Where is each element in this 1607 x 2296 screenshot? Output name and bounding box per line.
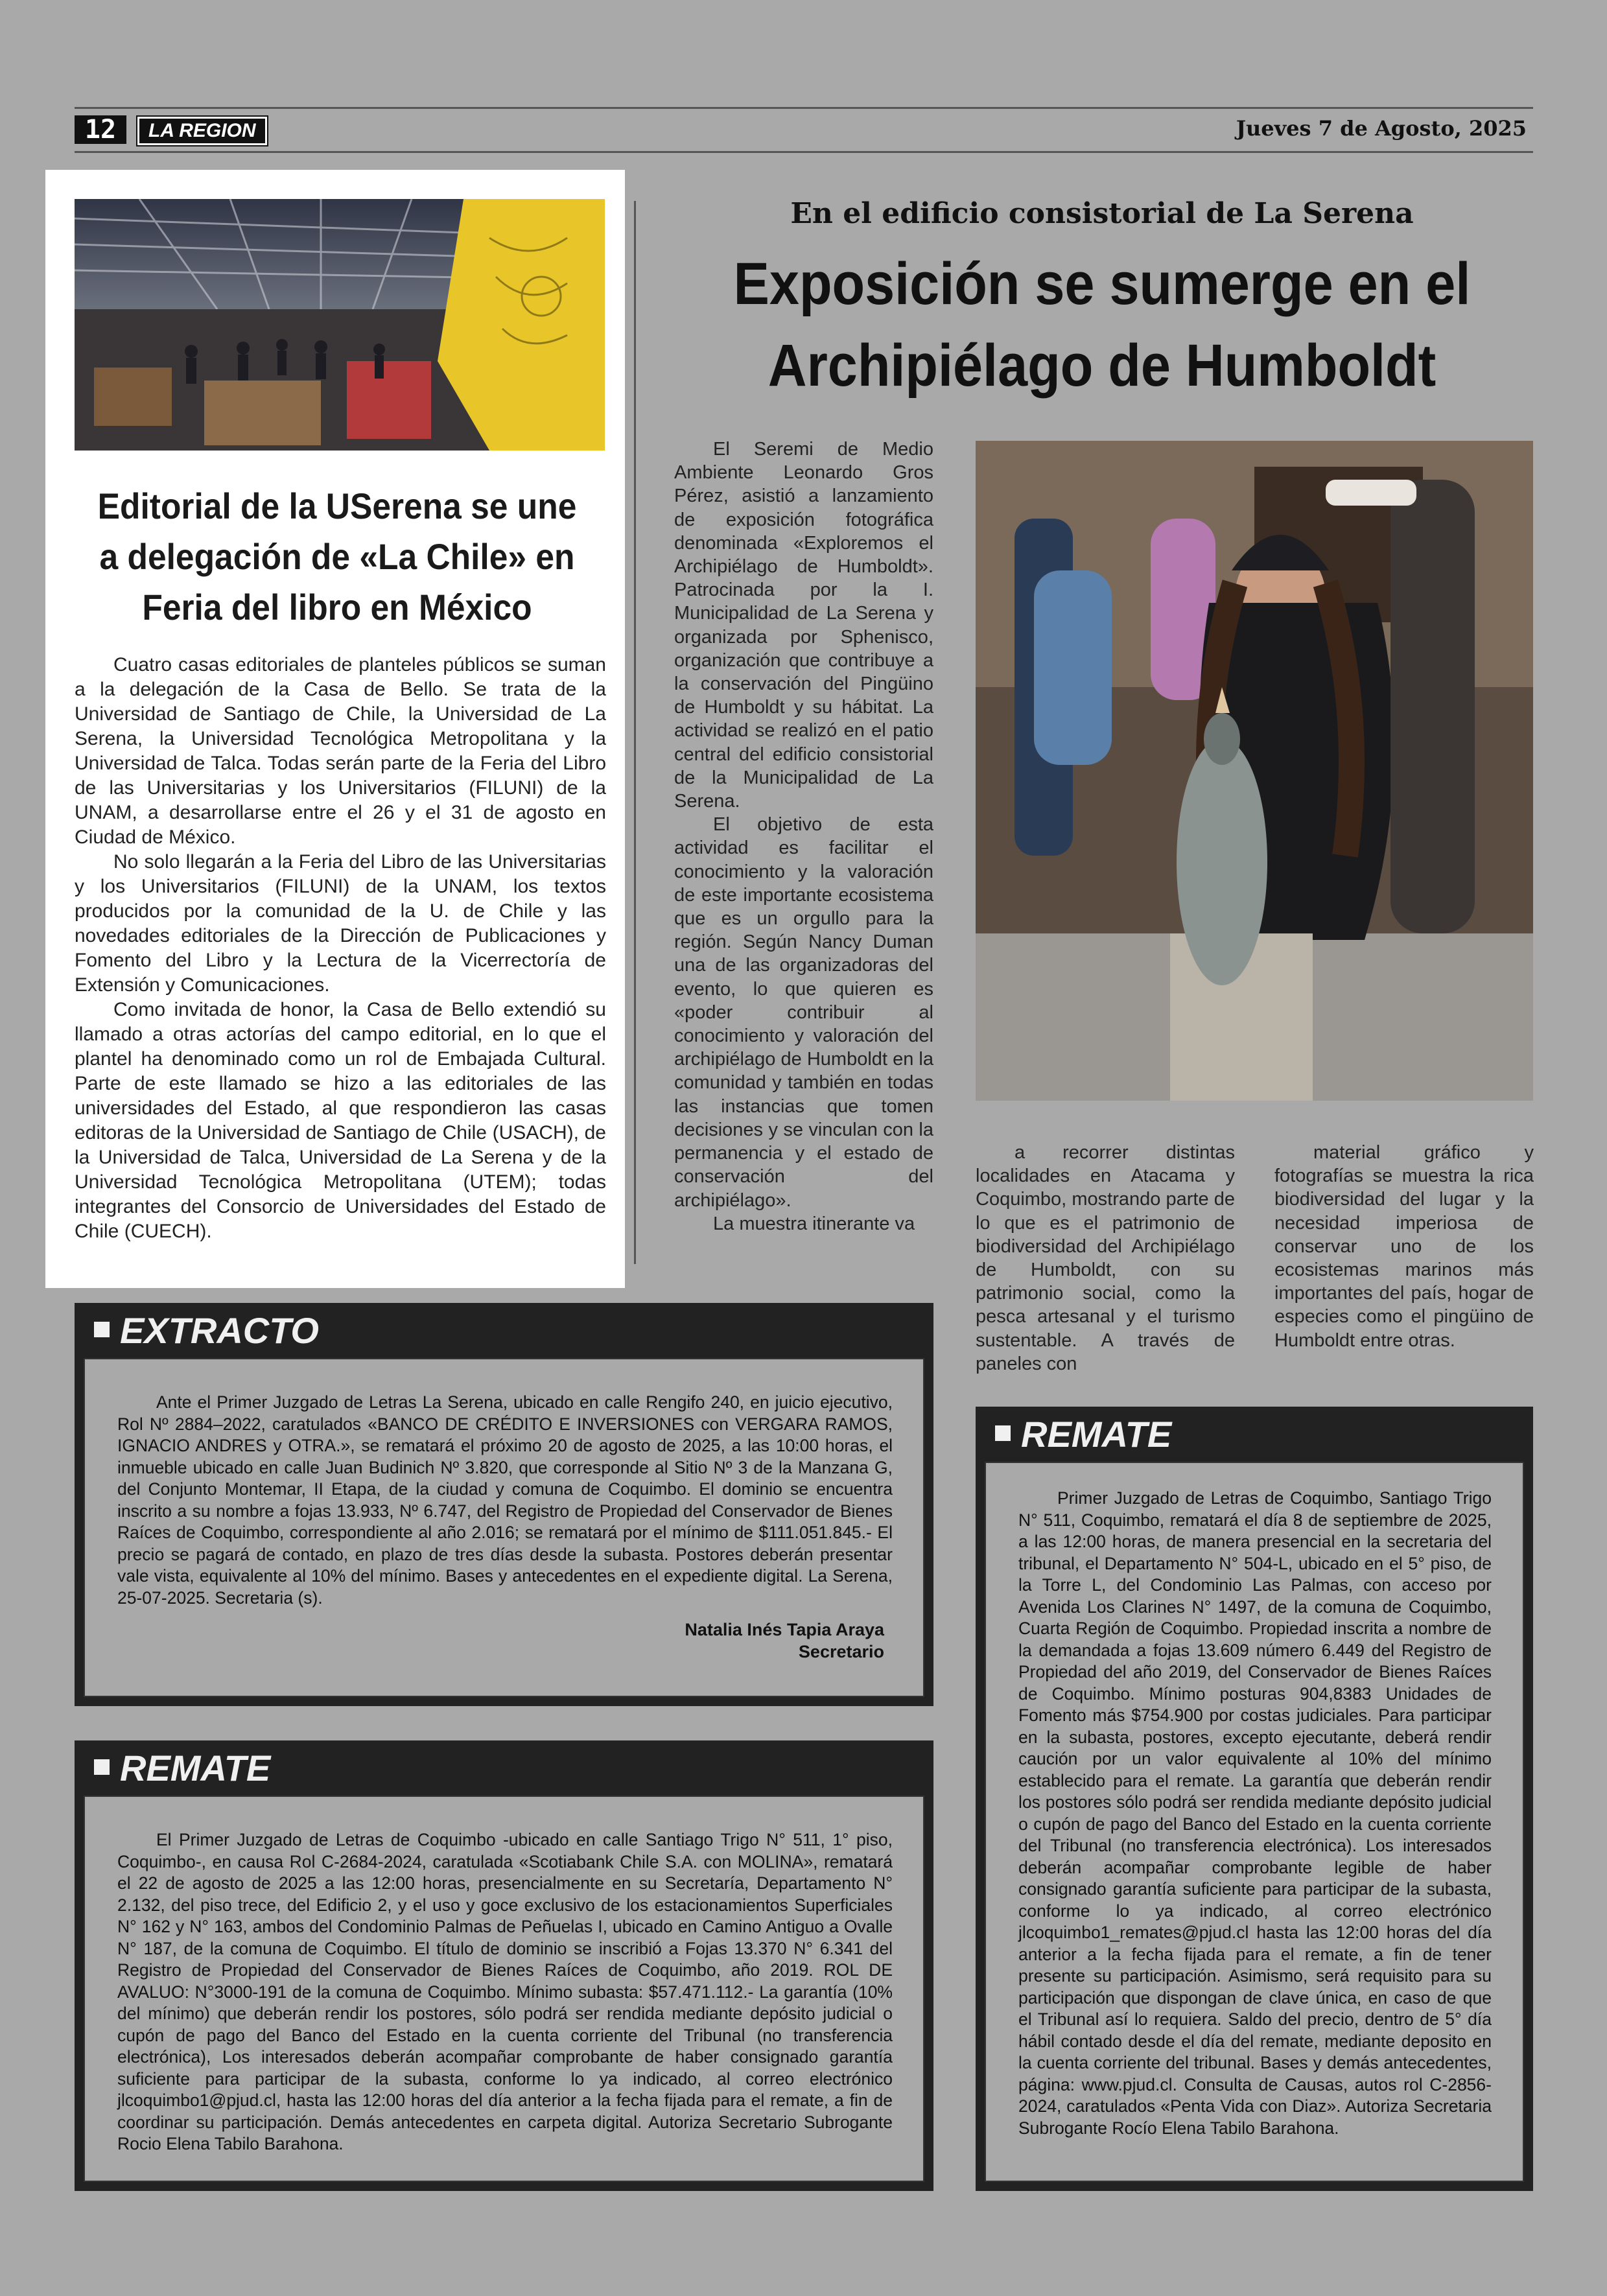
- left-article-paragraph: Como invitada de honor, la Casa de Bello extendió su llamado a otras actorías del campo editorial, en lo que el plantel ha denominado como un rol de Embajada Cultural. Parte de este llamado se hizo a las editoriales de las universidades del Estado, al que respondieron las casas editoras de la Universidad de Santiago de Chile (USACH), de la Universidad de Talca, Universidad de La Serena y de la Universidad Tecnológica Metropolitana (UTEM); todas integrantes del Consorcio de Universidades del Estado de Chile (CUECH).: [75, 999, 606, 1242]
- remate-2-title: REMATE: [1021, 1414, 1172, 1455]
- extracto-header: [75, 1303, 933, 1358]
- extracto-body: [84, 1358, 924, 1697]
- right-article-paragraph: El objetivo de esta actividad es facilitar el conocimiento y la valoración de este importante ecosistema que es un orgullo para la región. Según Nancy Duman una de las organizadoras del evento, lo que quieren es «poder contribuir al conocimiento y valoración del archipiélago de Humboldt en la comunidad y también en todas las instancias que tomen decisiones y se vinculan con la permanencia y el estado de conservación del archipiélago».: [674, 814, 933, 1211]
- remate-notice-2: [976, 1407, 1533, 2191]
- remate-1-body: [84, 1796, 924, 2182]
- right-article-kicker: En el edificio consistorial de La Serena: [790, 197, 1414, 230]
- extracto-title: EXTRACTO: [120, 1310, 319, 1351]
- extracto-notice: [75, 1303, 933, 1706]
- right-article-column-1: [674, 438, 933, 1236]
- penguin-photo-illustration: [976, 441, 1533, 1101]
- right-article-paragraph: El Seremi de Medio Ambiente Leonardo Gros Pérez, asistió a lanzamiento de exposición fotográfica denominada «Exploremos el Archipiélago de Humboldt». Patrocinada por la I. Municipalidad de La Serena y organizada por Sphenisco, organización que contribuye a la conservación del Pingüino de Humboldt y su hábitat. La actividad se realizó en el patio central del edificio consistorial de la Municipalidad de La Serena.: [674, 439, 933, 812]
- left-article-headline: Editorial de la USerena se une a delegación de «La Chile» en Feria del libro en México: [97, 486, 577, 627]
- extracto-paragraph: Ante el Primer Juzgado de Letras La Serena, ubicado en calle Rengifo 240, en juicio ejecutivo, Rol Nº 2884–2022, caratulados «BANCO DE CRÉDITO E INVERSIONES con VERGARA RAMOS, IGNACIO ANDRES y OTRA.», se rematará el próximo 20 de agosto de 2025, a las 10:00 horas, el inmueble ubicado en calle Juan Budinich Nº 3.820, que corresponde al Sitio Nº 3 de la Manzana G, del Conjunto Montemar, II Etapa, de la ciudad y comuna de Coquimbo. El dominio se encuentra inscrito a su nombre a fojas 13.933, Nº 6.747, del Registro de Propiedad del Conservador de Bienes Raíces de Coquimbo, correspondiente al año 2.016; se rematará por el mínimo de $111.051.845.- El precio se pagará de contado, en plazo de tres días desde la subasta. Postores deberán presentar vale vista, equivalente al 10% del mínimo. Bases y antecedentes en el expediente digital. La Serena, 25-07-2025. Secretaria (s).: [117, 1392, 893, 1608]
- page-number: 12: [75, 115, 126, 144]
- square-bullet-icon: [995, 1425, 1011, 1441]
- remate-notice-1: [75, 1740, 933, 2191]
- remate-2-text: [1018, 1488, 1492, 2139]
- right-article-column-2: [976, 1141, 1235, 1376]
- page-header: [75, 107, 1533, 153]
- right-article-paragraph: La muestra itinerante va: [713, 1213, 915, 1234]
- remate-2-header: [976, 1407, 1533, 1462]
- issue-date: Jueves 7 de Agosto, 2025: [1236, 116, 1527, 141]
- column-divider: [634, 201, 636, 1264]
- remate-1-title: REMATE: [120, 1748, 271, 1788]
- left-article-paragraph: No solo llegarán a la Feria del Libro de las Universitarias y los Universitarios (FILUNI) de la UNAM, los textos producidos por la comunidad de la U. de Chile y las novedades editoriales de la Dirección de Publicaciones y Fomento del Libro y la Lectura de la Vicerrectoría de Extensión y Comunicaciones.: [75, 851, 606, 996]
- penguin-photo: [976, 441, 1533, 1101]
- book-fair-photo: [75, 199, 605, 451]
- right-article-paragraph: material gráfico y fotografías se muestra la rica biodiversidad del lugar y la necesidad imperiosa de conservar uno de los ecosistemas marinos más importantes del país, hogar de especies como el pingüino de Humboldt entre otras.: [1274, 1142, 1534, 1351]
- extracto-signature: [685, 1619, 884, 1663]
- signer-name: Natalia Inés Tapia Araya: [685, 1620, 884, 1639]
- signer-title: Secretario: [798, 1642, 884, 1661]
- left-article-body: [75, 653, 606, 1244]
- remate-1-paragraph: El Primer Juzgado de Letras de Coquimbo -ubicado en calle Santiago Trigo N° 511, 1° piso, Coquimbo-, en causa Rol C-2684-2024, caratulada «Scotiabank Chile S.A. con MOLINA», rematará el 22 de agosto de 2025 a las 12:00 horas, presencialmente en su Secretaría, Departamento N° 2.132, del piso trece, del Edificio 2, y el uso y goce exclusivo de los estacionamientos Superficiales N° 162 y N° 163, ambos del Condominio Palmas de Peñuelas I, ubicado en Camino Antiguo a Ovalle N° 187, de la comuna de Coquimbo. El título de dominio se inscribió a Fojas 13.370 N° 6.341 del Registro de Propiedad del Conservador de Bienes Raíces de Coquimbo, año 2019. ROL DE AVALUO: N°3000-191 de la comuna de Coquimbo. Mínimo subasta: $57.471.112.- La garantía (10% del mínimo) que deberán rendir los postores, sólo podrá ser rendida mediante depósito judicial o cupón de pago del Banco del Estado en la cuenta corriente del Tribunal (no transferencia electrónica), Los interesados deberán acompañar comprobante de haber consignado garantía suficiente para participar de la subasta, conforme lo ya indicado, al correo electrónico jlcoquimbo1@pjud.cl, hasta las 12:00 horas del día anterior a la fecha fijada para el remate, a fin de coordinar su participación. Demás antecedentes en carpeta digital. Autoriza Secretario Subrogante Rocio Elena Tabilo Barahona.: [117, 1830, 893, 2153]
- remate-1-text: [117, 1829, 893, 2155]
- book-fair-photo-illustration: [75, 199, 605, 451]
- left-article: [45, 170, 625, 1288]
- remate-2-body: [985, 1462, 1524, 2182]
- newspaper-logo: LA REGION: [137, 117, 267, 145]
- right-article-column-3: [1274, 1141, 1534, 1352]
- square-bullet-icon: [94, 1322, 110, 1337]
- remate-1-header: [75, 1740, 933, 1796]
- remate-2-paragraph: Primer Juzgado de Letras de Coquimbo, Santiago Trigo N° 511, Coquimbo, rematará el día 8 de septiembre de 2025, a las 12:00 horas, de manera presencial en la secretaria del tribunal, el Departamento N° 504-L, ubicado en el 5° piso, de la Torre L, del Condominio Las Palmas, con acceso por Avenida Los Clarines N° 1497, de la comuna de Coquimbo, Cuarta Región de Coquimbo. Propiedad inscrita a nombre de la demandada a fojas 13.609 número 6.449 del Registro de Propiedad del año 2019, del Conservador de Bienes Raíces de Coquimbo. Mínimo posturas 904,8383 Unidades de Fomento más $754.900 por costas judiciales. Para participar en la subasta, postores, excepto ejecutante, deberá rendir caución por un valor equivalente al 10% del mínimo establecido para el remate. La garantía que deberán rendir los postores sólo podrá ser rendida mediante depósito judicial o cupón de pago del Banco del Estado en la cuenta corriente del Tribunal (no transferencia electrónica). Los interesados deberán acompañar comprobante legible de haber consignado garantía suficiente para participar de la subasta, conforme lo ya indicado, al correo electrónico jlcoquimbo1_remates@pjud.cl hasta las 12:00 horas del día anterior a la fecha fijada para el remate, a fin de tener presente su participación. Asimismo, será requisito para su participación que dispongan de clave única, en caso de que el Tribunal así lo requiera. Saldo del precio, dentro de 5° día hábil contado desde el día del remate, mediante deposito en la cuenta corriente del tribunal. Bases y demás antecedentes, página: www.pjud.cl. Consulta de Causas, autos rol C-2856-2024, caratulados «Penta Vida con Diaz». Autoriza Secretaria Subrogante Rocío Elena Tabilo Barahona.: [1018, 1488, 1492, 2138]
- left-article-paragraph: Cuatro casas editoriales de planteles públicos se suman a la delegación de la Casa de Bello. Se trata de la Universidad de Santiago de Chile, la Universidad de La Serena, la Universidad Tecnológica Metropolitana y la Universidad de Talca. Todas serán parte de la Feria del Libro de las Universitarias y los Universitarios (FILUNI) de la UNAM, a desarrollarse entre el 26 y el 31 de agosto en Ciudad de México.: [75, 654, 606, 848]
- right-article-paragraph: a recorrer distintas localidades en Atacama y Coquimbo, mostrando parte de lo que es el patrimonio de biodiversidad del Archipiélago de Humboldt, con su patrimonio social, como la pesca artesanal y el turismo sustentable. A través de paneles con: [976, 1142, 1235, 1374]
- right-article-headline: Exposición se sumerge en el Archipiélago de Humboldt: [733, 251, 1471, 399]
- square-bullet-icon: [94, 1759, 110, 1775]
- extracto-text: [117, 1392, 893, 1609]
